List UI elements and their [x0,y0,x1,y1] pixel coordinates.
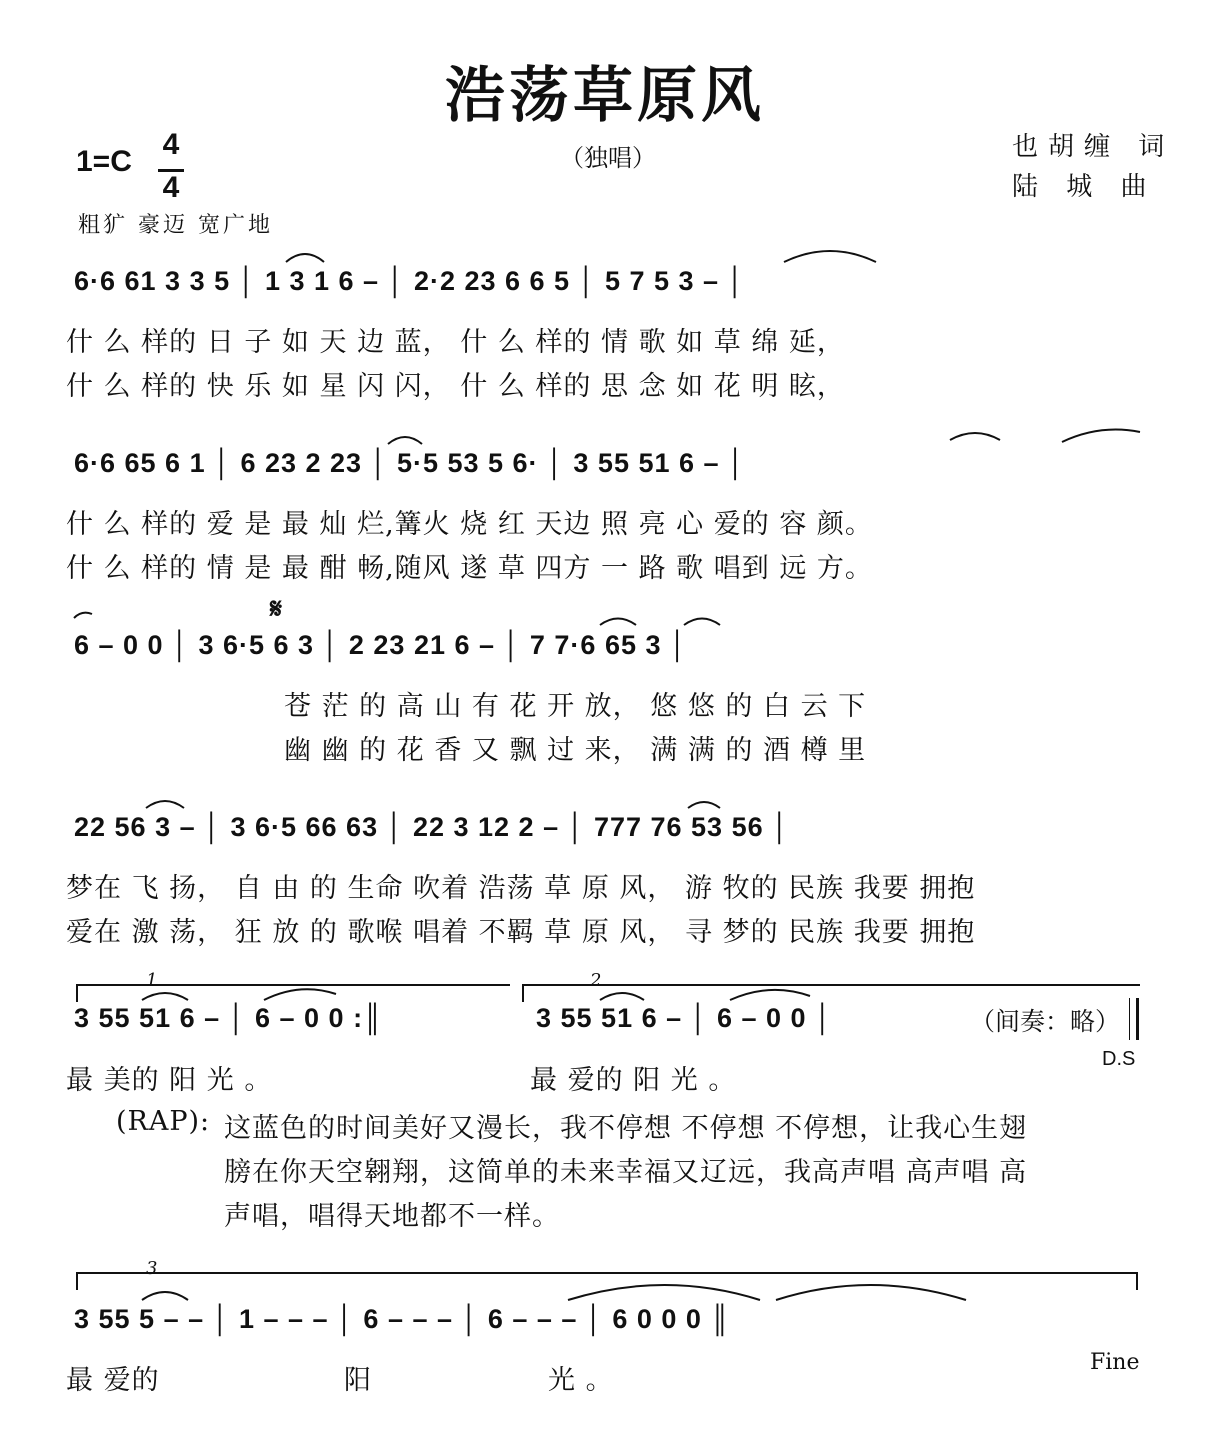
interlude-note: （间奏：略） [970,1008,1121,1036]
slur [1062,430,1140,442]
lyrics-system-4-verse-2: 爱在 激 荡， 狂 放 的 歌喉 唱着 不羁 草 原 风， 寻 梦的 民族 我要 拥抱 [66,917,976,948]
lyrics-coda-c: 光 。 [548,1365,614,1396]
rap-line-2: 膀在你天空翱翔，这简单的未来幸福又辽远，我高声唱 高声唱 高 [224,1157,1028,1188]
lyrics-system-5-ending-2: 最 爱的 阳 光 。 [530,1065,737,1096]
time-signature-top: 4 [162,128,180,161]
slur [784,251,876,262]
lyrics-system-1-verse-2: 什 么 样的 快 乐 如 星 闪 闪， 什 么 样的 思 念 如 花 明 眩， [66,371,845,402]
slur [142,1292,188,1300]
notes-system-1: 6·6 61 3 3 5 │ 1 3 1 6 – │ 2·2 23 6 6 5 │ 5 7 5 3 – │ [74,266,746,296]
fine-marking: Fine [1090,1350,1140,1375]
lyrics-system-1-verse-1: 什 么 样的 日 子 如 天 边 蓝， 什 么 样的 情 歌 如 草 绵 延， [66,327,845,358]
key-signature: 1=C [76,145,132,178]
slur [146,801,184,808]
slur [388,437,422,444]
volta-3-number: 3 [146,1258,158,1279]
lyrics-system-3-verse-1: 苍 茫 的 高 山 有 花 开 放， 悠 悠 的 白 云 下 [284,691,867,722]
notes-system-5-ending-2: 3 55 51 6 – │ 6 – 0 0 │ [536,1003,833,1033]
slur [74,613,92,618]
page-title: 浩荡草原风 [445,62,765,129]
lyrics-system-2-verse-1: 什 么 样的 爱 是 最 灿 烂,篝火 烧 红 天边 照 亮 心 爱的 容 颜。 [66,509,873,540]
subtitle: （独唱） [560,144,656,172]
composer-credit: 陆 城 曲 [1012,172,1157,202]
tempo-marking: 粗犷 豪迈 宽广地 [78,213,273,238]
slur [286,254,324,262]
slur [730,990,810,1000]
notes-system-4: 22 56 3 – │ 3 6·5 66 63 │ 22 3 12 2 – │ 777 76 53 56 │ [74,812,790,842]
slur [600,993,644,1000]
lyrics-coda-b: 阳 [344,1365,372,1396]
slur [142,993,188,1000]
notes-system-3: 6 – 0 0 │ 3 6·5 6 3 │ 2 23 21 6 – │ 7 7·6 65 3 │ [74,630,688,660]
lyrics-coda-a: 最 爱的 [66,1365,160,1396]
slur [684,619,720,626]
lyrics-system-4-verse-1: 梦在 飞 扬， 自 由 的 生命 吹着 浩荡 草 原 风， 游 牧的 民族 我要 拥抱 [66,873,976,904]
slur [776,1285,966,1300]
lyrics-system-2-verse-2: 什 么 样的 情 是 最 酣 畅,随风 遂 草 四方 一 路 歌 唱到 远 方。 [66,553,873,584]
slur [688,802,720,808]
lyricist-credit: 也胡缠 词 [1012,132,1175,162]
time-signature-bottom: 4 [162,171,180,204]
volta-1-number: 1 [146,970,158,991]
notes-system-5-ending-1: 3 55 51 6 – │ 6 – 0 0 :║ [74,1003,384,1033]
rap-line-1: 这蓝色的时间美好又漫长，我不停想 不停想 不停想，让我心生翅 [224,1113,1028,1144]
notes-system-2: 6·6 65 6 1 │ 6 23 2 23 │ 5·5 53 5 6· │ 3 55 51 6 – │ [74,448,746,478]
lyrics-system-5-ending-1: 最 美的 阳 光 。 [66,1065,273,1096]
slur [264,989,336,1000]
slur [600,619,636,626]
lyrics-system-3-verse-2: 幽 幽 的 花 香 又 飘 过 来， 满 满 的 酒 樽 里 [284,735,867,766]
ds-marking: D.S [1102,1048,1136,1070]
slur [950,433,1000,440]
slur [568,1285,760,1300]
rap-label: (RAP): [116,1106,211,1137]
segno-icon: 𝄋 [270,592,283,625]
rap-line-3: 声唱，唱得天地都不一样。 [224,1201,560,1232]
notes-coda: 3 55 5 – – │ 1 – – – │ 6 – – – │ 6 – – – │ 6 0 0 0 ║ [74,1304,731,1334]
volta-2-number: 2 [590,970,602,991]
